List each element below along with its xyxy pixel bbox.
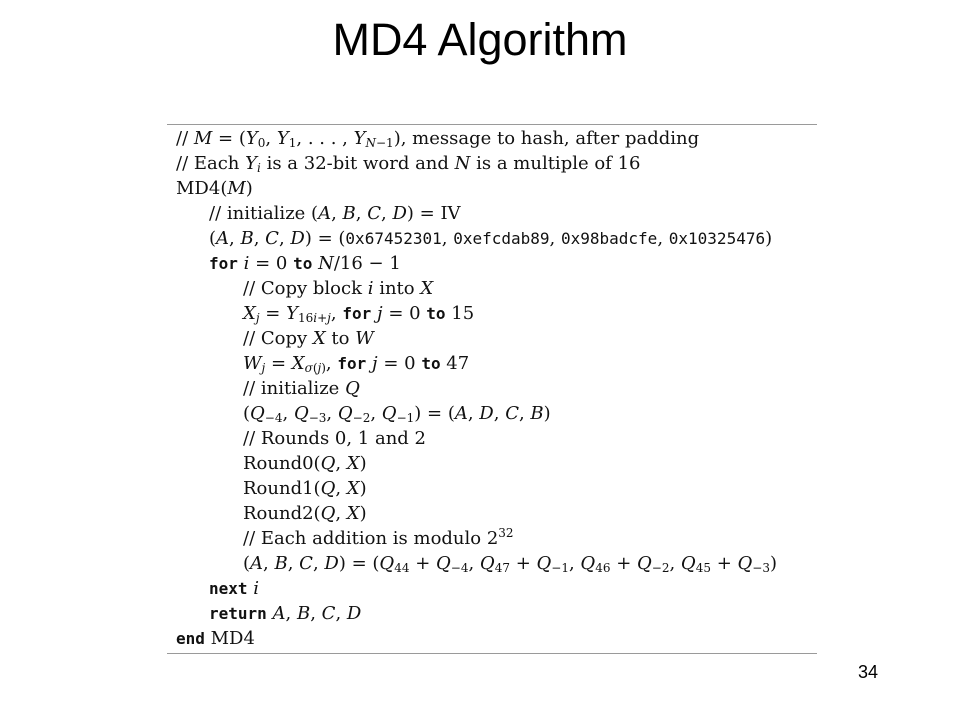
algorithm-box <box>167 124 817 654</box>
algorithm-line: $W_j = X_{\sigma(j)}$, for j = 0 to 47 <box>243 353 470 375</box>
algorithm-line: // Copy block i into X <box>243 278 434 299</box>
algorithm-line: return A, B, C, D <box>209 603 362 624</box>
algorithm-line: $X_j = Y_{16i+j}$, for j = 0 to 15 <box>243 303 475 325</box>
algorithm-line: Round2(Q, X) <box>243 503 367 524</box>
algorithm-line: (A, B, C, $D) = (Q_{44} + Q_{-4}$, $Q_{47} + Q_{-1}$, $Q_{46} + Q_{-2}$, $Q_{45} + Q_{-3}$) <box>243 553 777 575</box>
algorithm-line: ($Q_{-4}$, $Q_{-3}$, $Q_{-2}$, $Q_{-1}) = (A$, D, C, B) <box>243 403 551 425</box>
algorithm-line: // initialize (A, B, C, D) = IV <box>209 203 461 224</box>
page-number: 34 <box>858 662 879 682</box>
algorithm-line: // Each $Y_i$ is a 32-bit word and N is a multiple of 16 <box>176 153 641 175</box>
algorithm-line: // $M = (Y_0$, $Y_1$, . . . , $Y_{N-1}$), message to hash, after padding <box>176 128 700 150</box>
algorithm-line: // Copy X to W <box>243 328 374 349</box>
algorithm-line: MD4(M) <box>176 178 253 199</box>
algorithm-line: end MD4 <box>176 628 255 649</box>
algorithm-line: // initialize Q <box>243 378 360 399</box>
algorithm-line: for i = 0 to N/16 − 1 <box>209 253 401 274</box>
algorithm-line: next i <box>209 578 260 599</box>
slide-title: MD4 Algorithm <box>332 14 628 65</box>
algorithm-line: (A, B, C, D) = (0x67452301, 0xefcdab89, 0x98badcfe, 0x10325476) <box>209 228 773 249</box>
algorithm-line: // Each addition is modulo $2^{32}$ <box>243 526 514 549</box>
algorithm-line: Round1(Q, X) <box>243 478 367 499</box>
algorithm-line: // Rounds 0, 1 and 2 <box>243 428 426 449</box>
algorithm-line: Round0(Q, X) <box>243 453 367 474</box>
